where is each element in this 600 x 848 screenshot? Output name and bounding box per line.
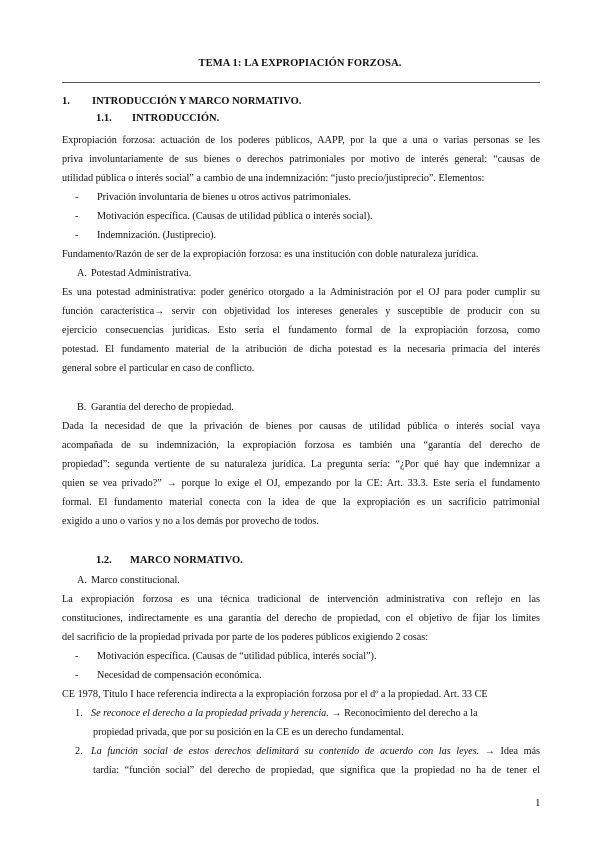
numbered-item: 2. La función social de estos derechos delimitará su contenido de acuerdo con las leyes. → Idea más	[75, 746, 540, 757]
subsection-heading	[96, 112, 574, 126]
paragraph-line: utilidad pública o interés social” a cambio de una indemnización: “justo precio/justiprecio”. Elementos:	[62, 173, 485, 184]
subsection-number: 1.1.	[96, 113, 112, 124]
paragraph-line: acompañada de su indemnización, la expropiación forzosa es también una “garantía del derecho de	[62, 440, 540, 451]
list-item: - Privación involuntaria de bienes u otros activos patrimoniales.	[75, 192, 352, 203]
paragraph-line: exigido a uno o varios y no a los demás por provecho de todos.	[62, 516, 319, 527]
paragraph-line: quien se vea privado?” → porque lo exige el OJ, empezando por la CE: Art. 33.3. Este sería el fundamento	[62, 478, 540, 489]
paragraph-line: Es una potestad administrativa: poder genérico otorgado a la Administración por el OJ para poder cumplir su	[62, 287, 540, 298]
section-title: INTRODUCCIÓN Y MARCO NORMATIVO.	[92, 96, 302, 107]
section-heading	[62, 95, 540, 109]
label-b: B. Garantía del derecho de propiedad.	[77, 402, 234, 413]
paragraph-line: Expropiación forzosa: actuación de los poderes públicos, AAPP, por la que a una o varias personas se les	[62, 135, 540, 146]
list-item: - Indemnización. (Justiprecio).	[75, 230, 217, 241]
paragraph-line: priva involuntariamente de sus bienes o derechos patrimoniales por motivo de interés general: “causas de	[62, 154, 540, 165]
label-a: A. Potestad Administrativa.	[77, 268, 192, 279]
section-number: 1.	[62, 96, 70, 107]
list-item: - Necesidad de compensación económica.	[75, 670, 262, 681]
paragraph-line: Fundamento/Razón de ser de la expropiación forzosa: es una institución con doble naturaleza jurídica.	[62, 249, 479, 260]
paragraph-line: CE 1978, Título I hace referencia indirecta a la expropiación forzosa por el dº a la propiedad. Art. 33 CE	[62, 689, 488, 700]
paragraph-line: función característica→ servir con objetividad los intereses generales y susceptible de producir con su	[62, 306, 540, 317]
list-item: - Motivación específica. (Causas de utilidad pública o interés social).	[75, 211, 373, 222]
numbered-item-cont: tardía: “función social” del derecho de propiedad, que significa que la propiedad no ha de tener el	[93, 765, 540, 776]
paragraph-line: Dada la necesidad de que la privación de bienes por causas de utilidad pública o interés social vaya	[62, 421, 540, 432]
paragraph-line: La expropiación forzosa es una técnica tradicional de intervención administrativa con reflejo en las	[62, 594, 540, 605]
subsection-number: 1.2.	[96, 555, 112, 566]
page-number: 1	[535, 797, 541, 809]
page-title: TEMA 1: LA EXPROPIACIÓN FORZOSA.	[198, 58, 402, 69]
title-divider	[62, 82, 540, 83]
paragraph-line: constituciones, indirectamente es una garantía del derecho de propiedad, con el objetivo de fijar los límites	[62, 613, 540, 624]
numbered-item: 1. Se reconoce el derecho a la propiedad privada y herencia. → Reconocimiento del derecho a la	[75, 708, 478, 719]
label-a2: A. Marco constitucional.	[77, 575, 180, 586]
paragraph-line: general sobre el particular en caso de conflicto.	[62, 363, 255, 374]
paragraph-line: formal. El fundamento material conecta con la idea de que la expropiación es un sacrificio patrimonial	[62, 497, 540, 508]
subsection-title: MARCO NORMATIVO.	[130, 555, 243, 566]
subsection-heading	[96, 554, 574, 568]
numbered-item-cont: propiedad privada, que por su posición en la CE es un derecho fundamental.	[93, 727, 404, 738]
subsection-title: INTRODUCCIÓN.	[132, 113, 220, 124]
paragraph-line: del sacrificio de la propiedad privada por parte de los poderes públicos exigiendo 2 cosas:	[62, 632, 429, 643]
list-item: - Motivación específica. (Causas de “utilidad pública, interés social”).	[75, 651, 377, 662]
paragraph-line: ejercicio consecuencias jurídicas. Esto sería el fundamento formal de la expropiación forzosa, como	[62, 325, 540, 336]
paragraph-line: potestad. El fundamento material de la atribución de dicha potestad es la necesaria primacía del interés	[62, 344, 540, 355]
paragraph-line: propiedad”: segunda vertiente de su naturaleza jurídica. La pregunta sería: “¿Por qué hay que indemnizar a	[62, 459, 540, 470]
